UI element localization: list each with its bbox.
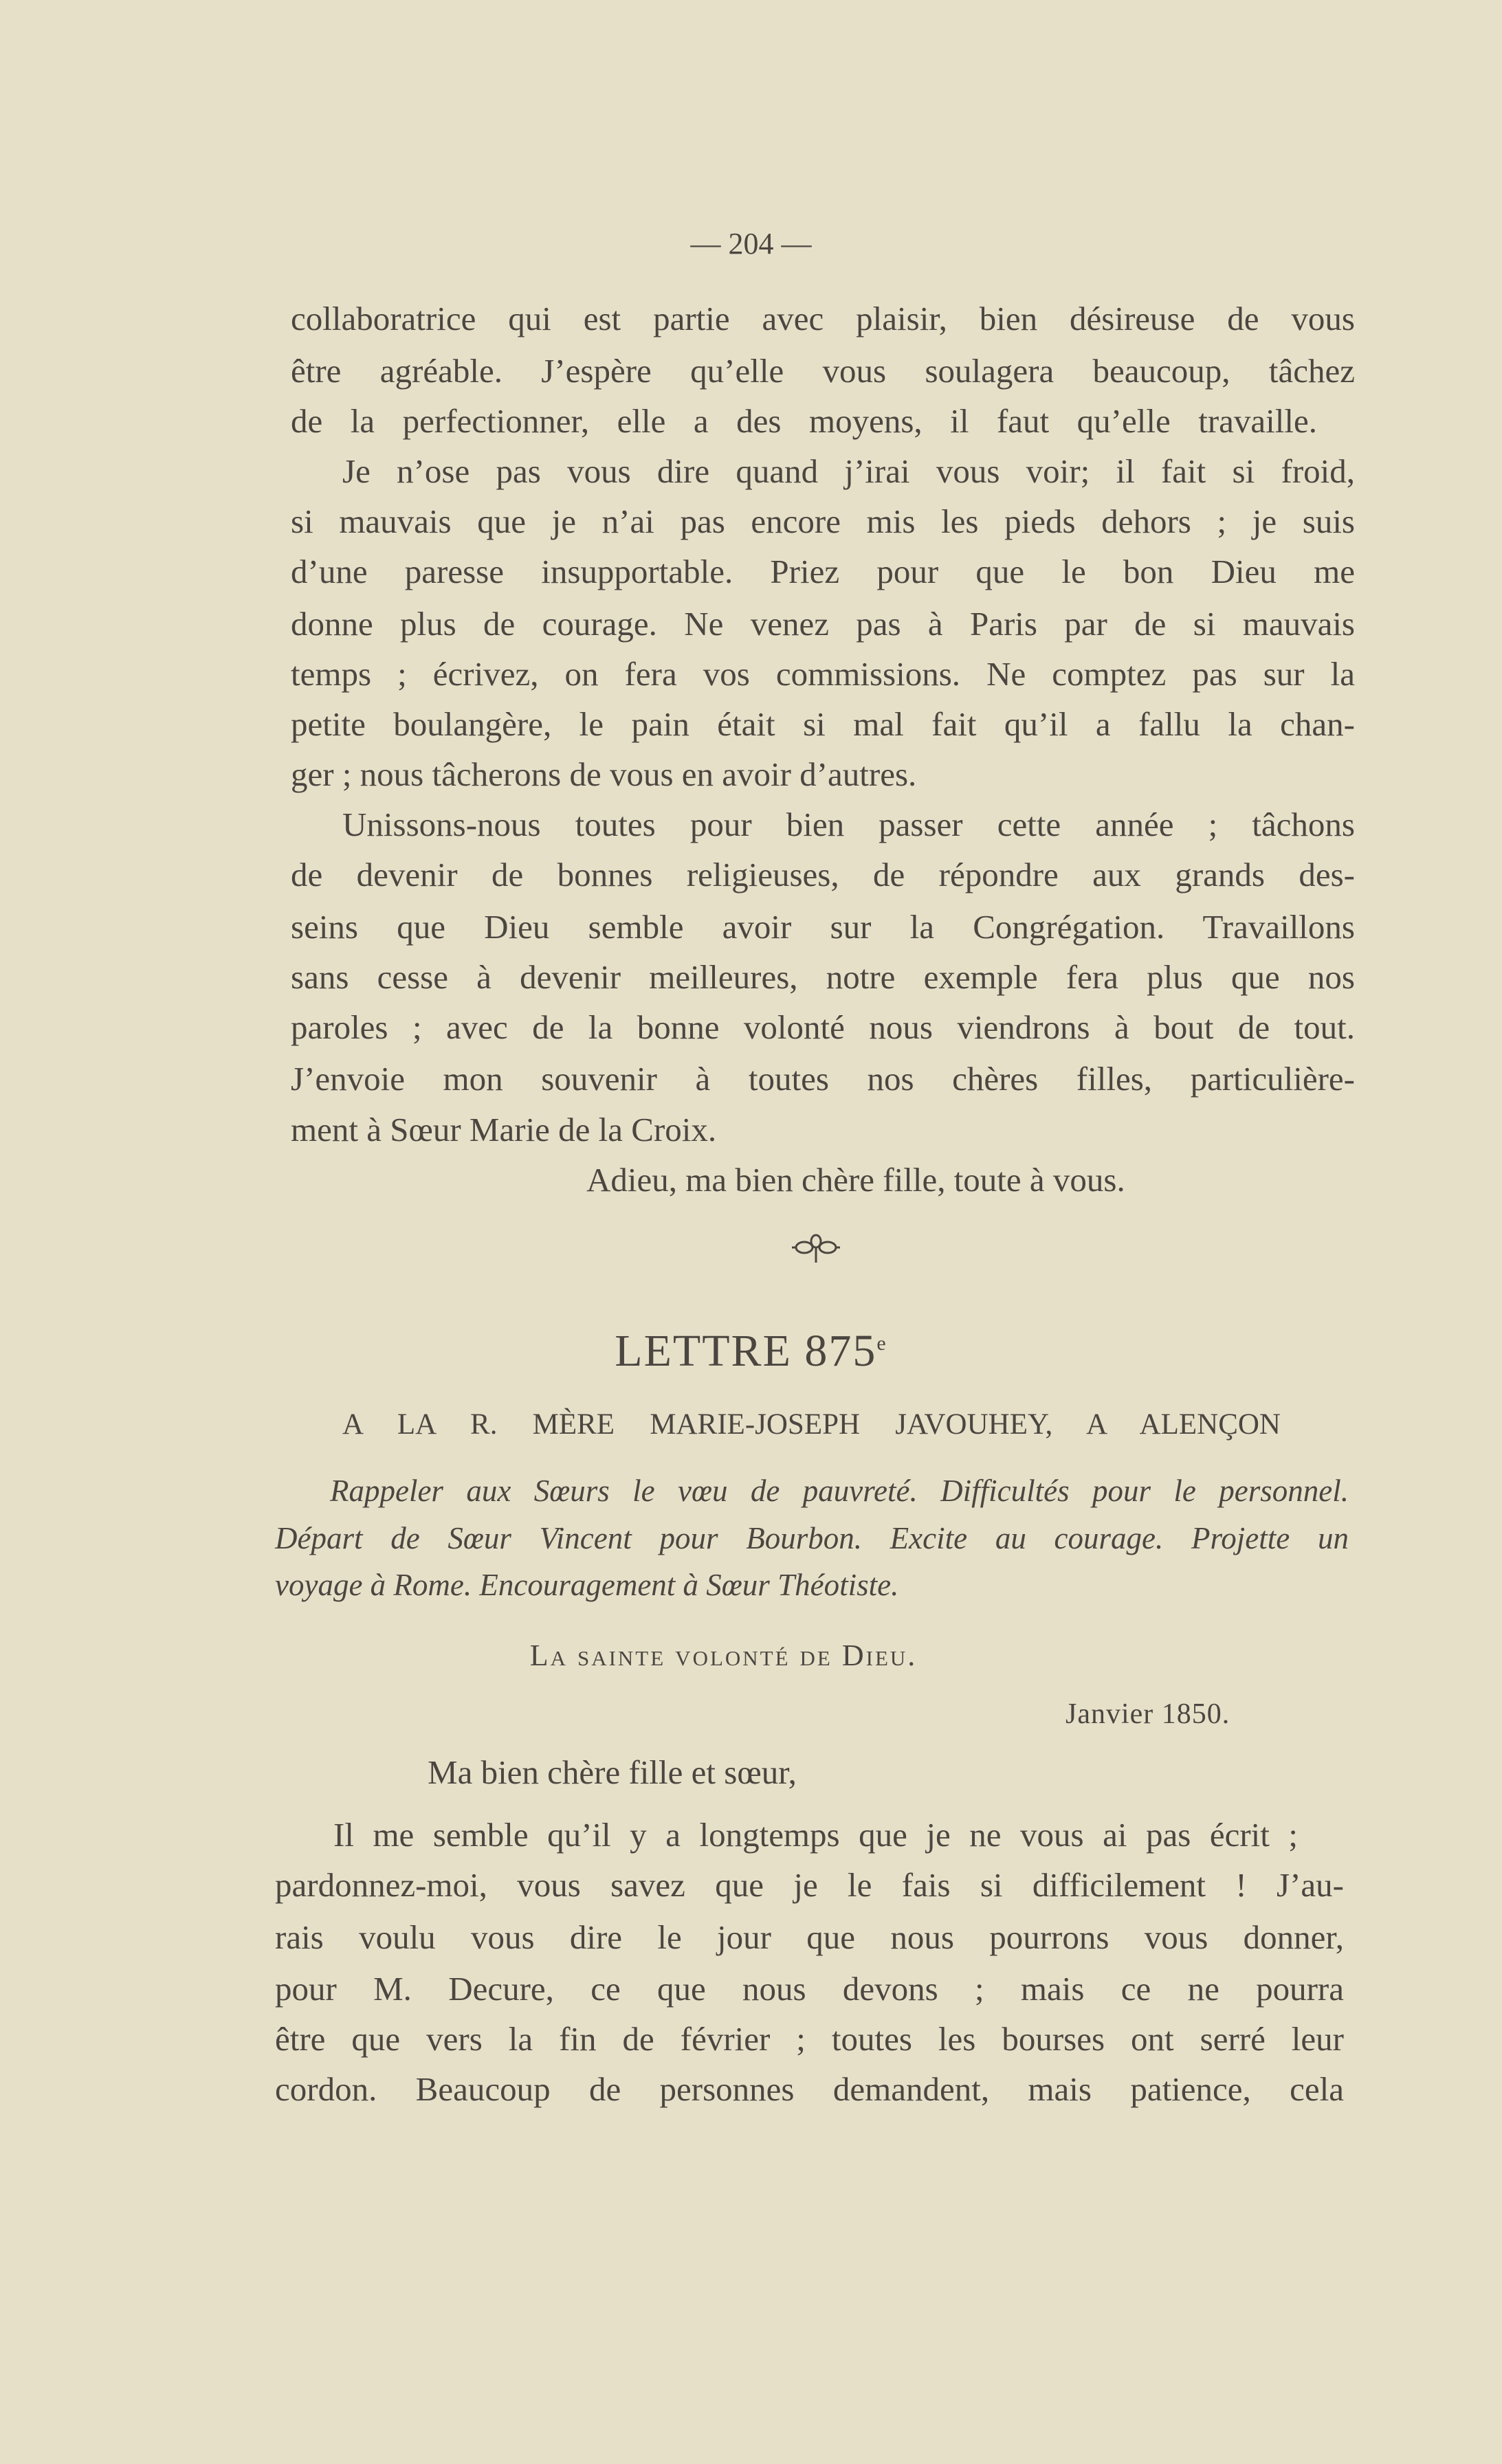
fleuron-ornament-icon	[792, 1234, 840, 1264]
text-line: Unissons-nous toutes pour bien passer cette année ; tâchons	[342, 806, 1355, 843]
text-line: Il me semble qu’il y a longtemps que je ne vous ai pas écrit ;	[333, 1816, 1298, 1854]
text-line: d’une paresse insupportable. Priez pour que le bon Dieu me	[291, 553, 1355, 590]
text-line: ment à Sœur Marie de la Croix.	[291, 1111, 717, 1148]
text-line: Je n’ose pas vous dire quand j’irai vous voir; il fait si froid,	[342, 452, 1355, 490]
text-line: si mauvais que je n’ai pas encore mis les pieds dehors ; je suis	[291, 502, 1355, 540]
text-line: seins que Dieu semble avoir sur la Congrégation. Travaillons	[291, 908, 1355, 946]
salutation: Ma bien chère fille et sœur,	[428, 1753, 797, 1791]
text-line: collaboratrice qui est partie avec plaisir, bien désireuse de vous	[291, 300, 1355, 337]
text-line: ger ; nous tâcherons de vous en avoir d’autres.	[291, 755, 917, 793]
text-line: J’envoie mon souvenir à toutes nos chères filles, particulière-	[291, 1060, 1355, 1098]
text-line: pour M. Decure, ce que nous devons ; mais ce ne pourra	[275, 1970, 1344, 2008]
text-line: rais voulu vous dire le jour que nous pourrons vous donner,	[275, 1918, 1344, 1956]
text-line: temps ; écrivez, on fera vos commissions. Ne comptez pas sur la	[291, 655, 1355, 693]
letter-title: LETTRE 875e	[615, 1326, 887, 1376]
text-line: petite boulangère, le pain était si mal fait qu’il a fallu la chan-	[291, 705, 1355, 743]
text-line: sans cesse à devenir meilleures, notre exemple fera plus que nos	[291, 958, 1355, 996]
page-number: — 204 —	[690, 227, 812, 260]
letter-recipient: A LA R. MÈRE MARIE-JOSEPH JAVOUHEY, A ALENÇON	[342, 1408, 1281, 1441]
text-line: de devenir de bonnes religieuses, de répondre aux grands des-	[291, 856, 1355, 894]
closing-line: Adieu, ma bien chère fille, toute à vous.	[586, 1161, 1125, 1199]
text-line: donne plus de courage. Ne venez pas à Paris par de si mauvais	[291, 605, 1355, 643]
text-line: pardonnez-moi, vous savez que je le fais si difficilement ! J’au-	[275, 1866, 1344, 1904]
text-line: être que vers la fin de février ; toutes les bourses ont serré leur	[275, 2020, 1344, 2058]
motto: La sainte volonté de Dieu.	[529, 1639, 918, 1672]
summary-line: Rappeler aux Sœurs le vœu de pauvreté. Difficultés pour le personnel.	[330, 1474, 1349, 1508]
text-line: cordon. Beaucoup de personnes demandent, mais patience, cela	[275, 2070, 1344, 2108]
summary-line: Départ de Sœur Vincent pour Bourbon. Excite au courage. Projette un	[275, 1521, 1349, 1555]
text-line: paroles ; avec de la bonne volonté nous viendrons à bout de tout.	[291, 1008, 1355, 1046]
text-line: être agréable. J’espère qu’elle vous soulagera beaucoup, tâchez	[291, 352, 1355, 390]
text-line: de la perfectionner, elle a des moyens, il faut qu’elle travaille.	[291, 402, 1317, 440]
summary-line: voyage à Rome. Encouragement à Sœur Théotiste.	[275, 1568, 899, 1602]
letter-date: Janvier 1850.	[1065, 1698, 1230, 1730]
